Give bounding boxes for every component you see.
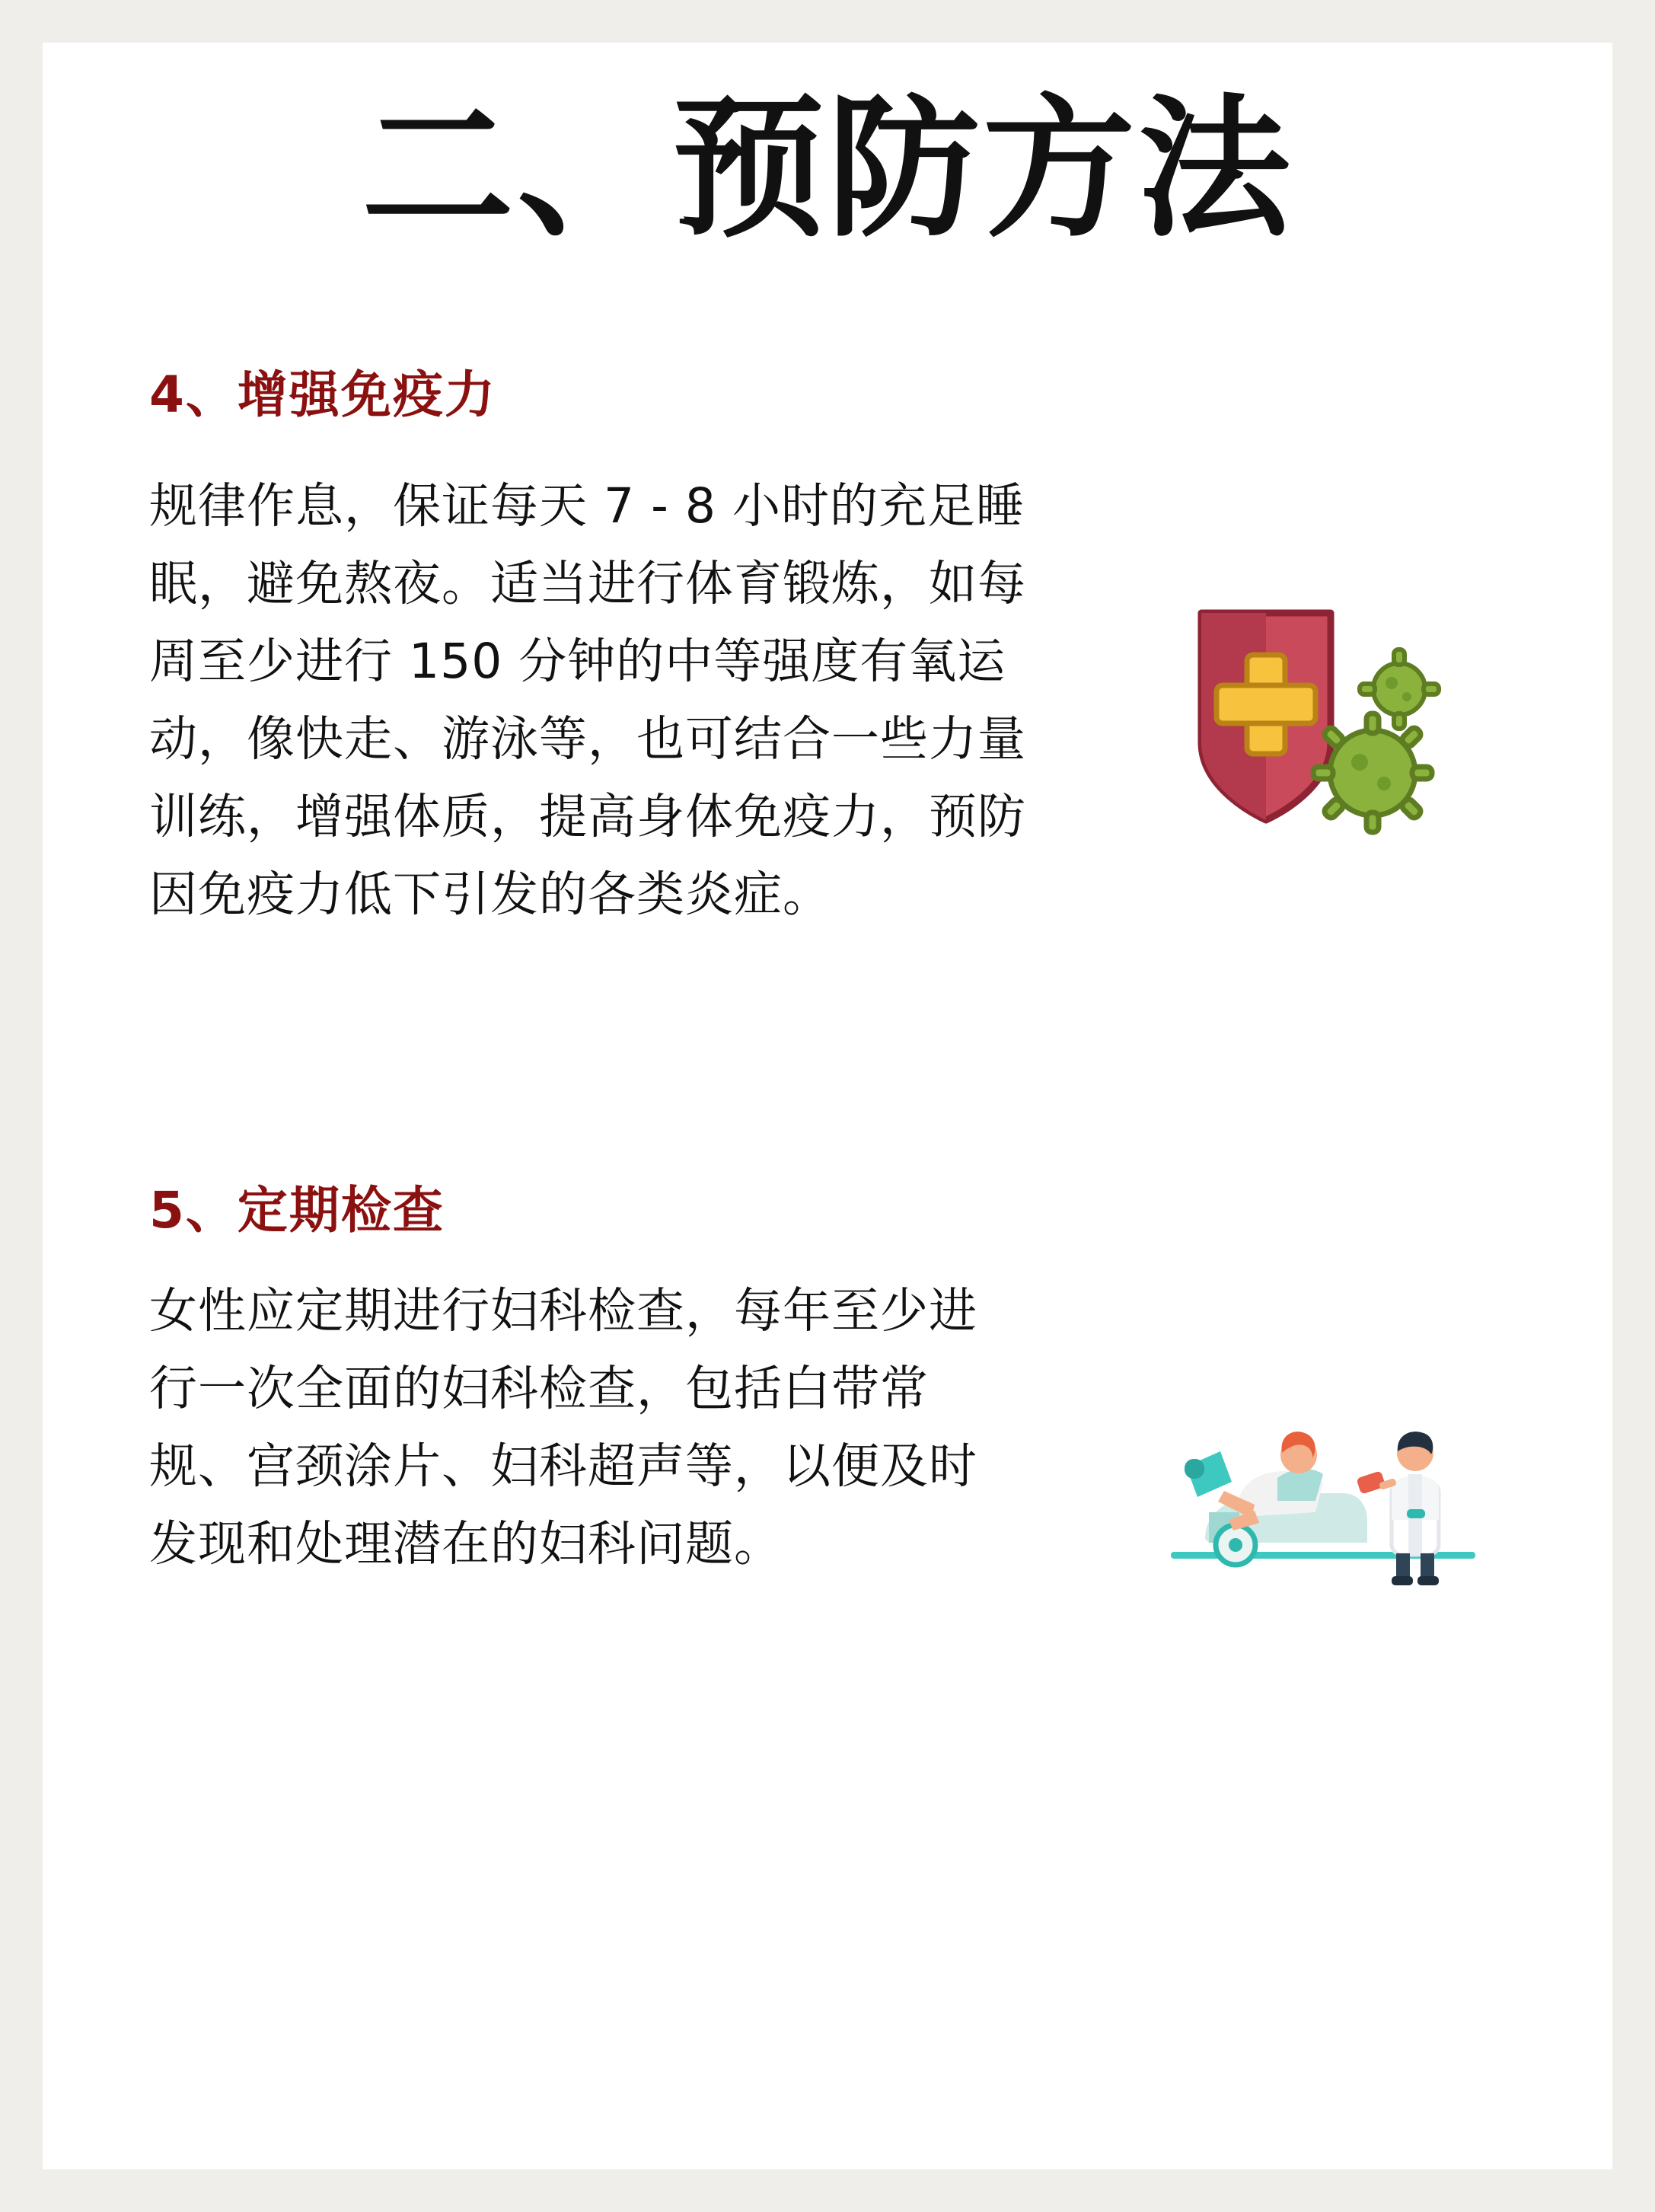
gynecological-exam-icon bbox=[1163, 1360, 1498, 1588]
section-body-5: 女性应定期进行妇科检查，每年至少进行一次全面的妇科检查，包括白带常规、宫颈涂片、妇科超声等，以便及时发现和处理潜在的妇科问题。 bbox=[149, 1283, 977, 1572]
content-card bbox=[43, 43, 1612, 2169]
section-body-4: 规律作息，保证每天 7 - 8 小时的充足睡眠，避免熬夜。适当进行体育锻炼，如每周至少进行 150 分钟的中等强度有氧运动，像快走、游泳等，也可结合一些力量训练，增强体质，提高身体免疫力，预防因免疫力低下引发的各类炎症。 bbox=[149, 478, 1026, 923]
section-regular-checkup bbox=[43, 1170, 1612, 1583]
section-heading-5: 5、定期检查 bbox=[149, 1181, 445, 1240]
shield-virus-icon bbox=[1156, 583, 1475, 857]
section-heading-4: 4、增强免疫力 bbox=[149, 365, 496, 424]
section-increase-immunity bbox=[43, 354, 1612, 934]
page-title: 二、预防方法 bbox=[361, 81, 1293, 258]
